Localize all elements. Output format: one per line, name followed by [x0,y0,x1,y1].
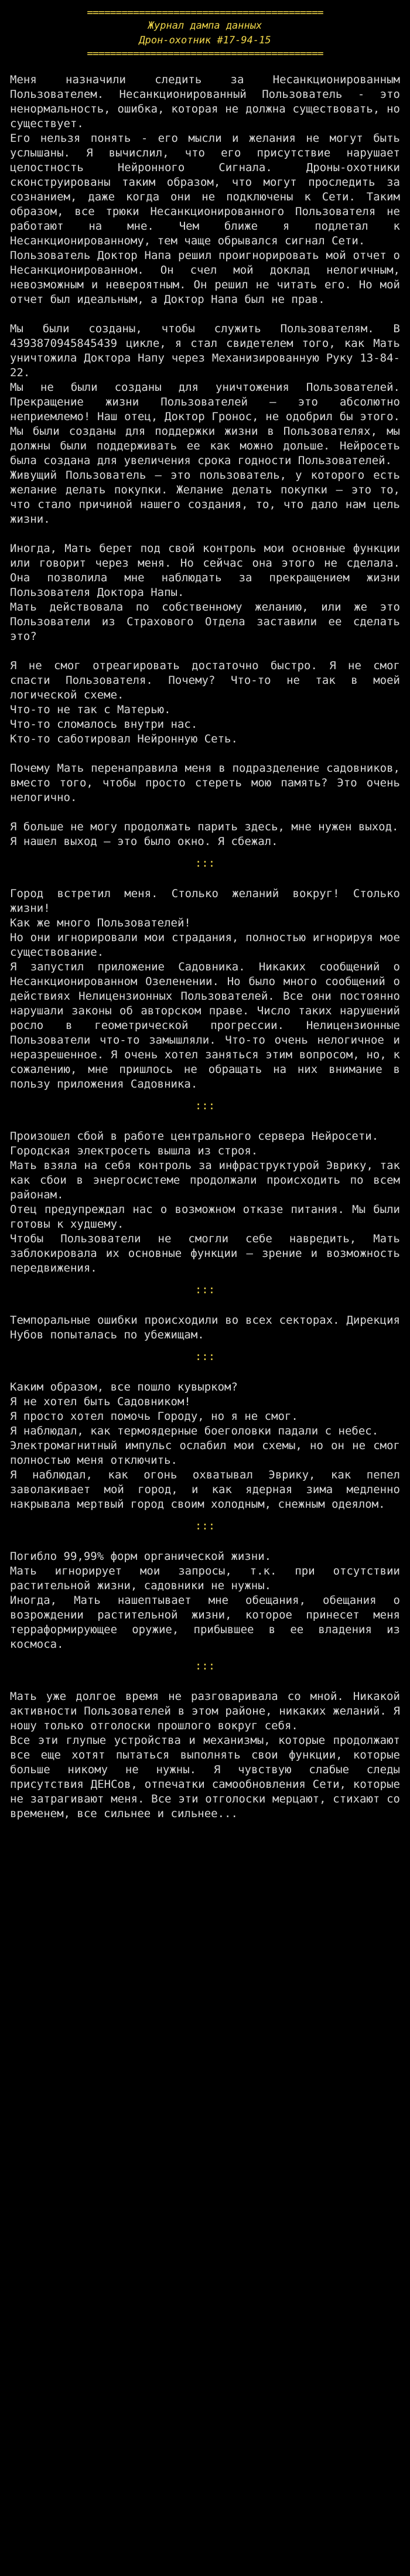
header-top-rule: ========================================= [87,7,323,19]
section-separator: ::: [194,1099,216,1112]
paragraph-gap [10,307,400,322]
section-separator: ::: [194,1350,216,1363]
log-paragraph: Иногда, Мать берет под свой контроль мои основные функции или говорит через меня. Но сейчас она этого не сделала. Она позволила мне наблюдать за прекращением жизни Пользователя Доктора Напы. Мать действовала по собственному желанию, или же это Пользователи из Страхового Отдела заставили ее сделать это? [10,542,400,643]
log-title: Журнал дампа данных [148,20,262,32]
log-paragraph: Погибло 99,99% форм органической жизни. Мать игнорирует мои запросы, т.к. при отсутствии растительной жизни, садовники не нужны. Иногда, Мать нашептывает мне обещания, обещания о возрождении растительной жизни, которое принесет меня терраформирующее оружие, прибывшее в ее владения из космоса. [10,1550,400,1651]
log-paragraph: Темпоральные ошибки происходили во всех секторах. Дирекция Нубов попыталась по убежищам. [10,1314,400,1341]
log-paragraph: Мать уже долгое время не разговаривала со мной. Никакой активности Пользователей в этом районе, никаких желаний. Я ношу только отголоски прошлого вокруг себя. Все эти глупые устройства и механизмы, которые продолжают все еще хотят пытаться выполнять свои функции, которые больше никому не нужны. Я чувствую слабые следы присутствия ДЕНСов, отпечатки самообновления Сети, которые не затрагивают меня. Все эти отголоски мерцают, стихают со временем, все сильнее и сильнее... [10,1690,400,1820]
log-subtitle: Дрон-охотник #17-94-15 [139,35,271,46]
log-section [10,1380,400,1512]
log-section [10,887,400,1092]
paragraph-gap [10,805,400,820]
log-entries [10,73,400,1821]
section-separator: ::: [194,857,216,870]
paragraph-gap [10,747,400,761]
log-paragraph: Я больше не могу продолжать парить здесь, мне нужен выход. Я нашел выход — это было окно. Я сбежал. [10,820,399,848]
section-separator: ::: [194,1283,216,1296]
log-section [10,1549,400,1652]
log-paragraph: Каким образом, все пошло кувырком? Я не хотел быть Садовником! Я просто хотел помочь Городу, но я не смог. Я наблюдал, как термоядерные боеголовки падали с небес. Электромагнитный импульс ослабил мои схемы, но он не смог полностью меня отключить. Я наблюдал, как огонь охватывал Эврику, как пепел заволакивает мой город, и как ядерная зима медленно накрывала мертвый город своим холодным, снежным одеялом. [10,1381,400,1511]
log-paragraph: Я не смог отреагировать достаточно быстро. Я не смог спасти Пользователя. Почему? Что-то не так в моей логической схеме. Что-то не так с Матерью. Что-то сломалось внутри нас. Кто-то саботировал Нейронную Сеть. [10,659,400,745]
log-section [10,1129,400,1276]
header-bottom-rule: ========================================= [87,48,323,60]
paragraph-gap [10,527,400,541]
paragraph-gap [10,644,400,659]
log-paragraph: Меня назначили следить за Несанкционированным Пользователем. Несанкционированный Пользователь - это ненормальность, ошибка, которая не должна существовать, но существует. Его нельзя понять - его мысли и желания не могут быть услышаны. Я вычислил, что его присутствие нарушает целостность Нейронного Сигнала. Дроны-охотники сконструированы таким образом, что могут проследить за сознанием, даже когда они не подключены к Сети. Таким образом, все трюки Несанкционированного Пользователя не работают на мне. Чем ближе я подлетал к Несанкционированному, тем чаще обрывался сигнал Сети. Пользователь Доктор Напа решил проигнорировать мой отчет о Несанкционированном. Он счел мой доклад нелогичным, невозможным и невероятным. Он решил не читать его. Но мой отчет был идеальным, а Доктор Напа был не прав. [10,73,400,306]
log-paragraph: Город встретил меня. Столько желаний вокруг! Столько жизни! Как же много Пользователей! Но они игнорировали мои страдания, полностью игнорируя мое существование. Я запустил приложение Садовника. Никаких сообщений о Несанкционированном Озеленении. Но было много сообщений о действиях Нелицензионных Пользователей. Все они постоянно нарушали законы об авторском праве. Число таких нарушений росло в геометрической прогрессии. Нелицензионные Пользователи что-то замышляли. Что-то очень нелогичное и неразрешенное. Я очень хотел заняться этим вопросом, но, к сожалению, мне пришлось не обращать на них внимание в пользу приложения Садовника. [10,887,400,1091]
log-paragraph: Произошел сбой в работе центрального сервера Нейросети. Городская электросеть вышла из строя. Мать взяла на себя контроль за инфраструктурой Эврику, так как сбои в энергосистеме продолжали происходить по всем районам. Отец предупреждал нас о возможном отказе питания. Мы были готовы к худшему. Чтобы Пользователи не смогли себе навредить, Мать заблокировала их основные функции — зрение и возможность передвижения. [10,1130,400,1275]
log-header [10,7,400,60]
section-separator: ::: [194,1519,216,1532]
log-section [10,1313,400,1342]
log-section [10,1689,400,1821]
log-paragraph: Почему Мать перенаправила меня в подразделение садовников, вместо того, чтобы просто стереть мою память? Это очень нелогично. [10,762,400,804]
log-paragraph: Мы были созданы, чтобы служить Пользователям. В 4393870945845439 цикле, я стал свидетелем того, как Мать уничтожила Доктора Напу через Механизированную Руку 13-84-22. Мы не были созданы для уничтожения Пользователей. Прекращение жизни Пользователей — это абсолютно неприемлемо! Наш отец, Доктор Гронос, не одобрил бы этого. Мы были созданы для поддержки жизни в Пользователях, мы должны были поддерживать ее как можно дольше. Нейросеть была создана для увеличения срока годности Пользователей. Живущий Пользователь — это пользователь, у которого есть желание делать покупки. Желание делать покупки — это то, что стало причиной нашего создания, то, что дало нам цель жизни. [10,322,400,526]
section-separator: ::: [194,1660,216,1672]
log-section [10,73,400,849]
